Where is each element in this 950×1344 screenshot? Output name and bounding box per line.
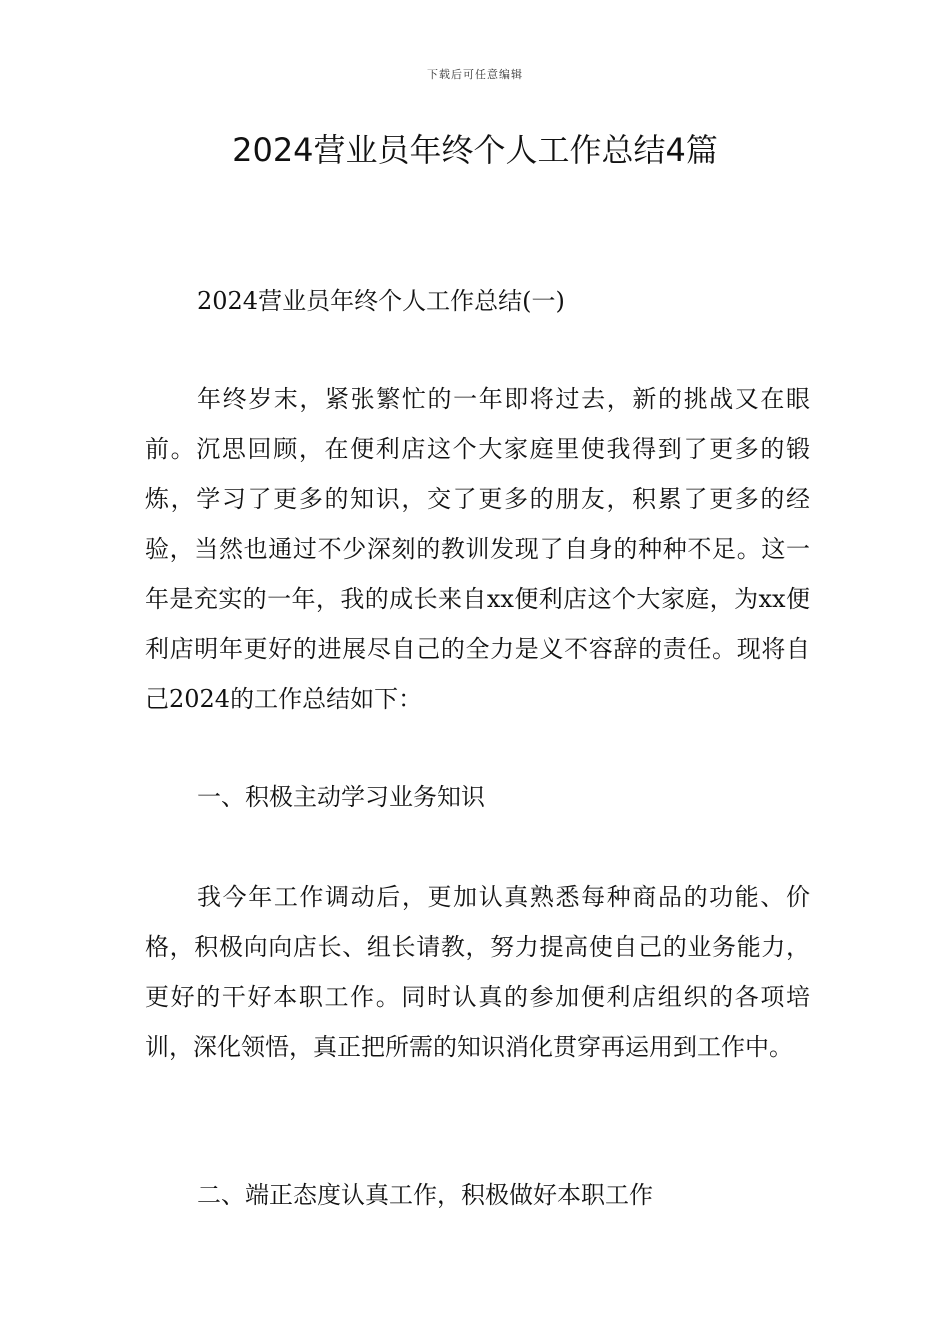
heading-attitude: 二、端正态度认真工作，积极做好本职工作	[197, 1181, 653, 1209]
header-note: 下载后可任意编辑	[427, 68, 523, 81]
paragraph-intro: 年终岁末，紧张繁忙的一年即将过去，新的挑战又在眼前。沉思回顾，在便利店这个大家庭里使我得到了更多的锻炼，学习了更多的知识，交了更多的朋友，积累了更多的经验，当然也通过不少深刻的教训发现了自身的种种不足。这一年是充实的一年，我的成长来自xx便利店这个大家庭，为xx便利店明年更好的进展尽自己的全力是义不容辞的责任。现将自己2024的工作总结如下：	[145, 385, 810, 713]
section-title: 2024营业员年终个人工作总结(一)	[197, 287, 565, 315]
document-title: 2024营业员年终个人工作总结4篇	[232, 131, 718, 169]
heading-learning: 一、积极主动学习业务知识	[197, 783, 485, 811]
paragraph-learning: 我今年工作调动后，更加认真熟悉每种商品的功能、价格，积极向向店长、组长请教，努力提高使自己的业务能力，更好的干好本职工作。同时认真的参加便利店组织的各项培训，深化领悟，真正把所需的知识消化贯穿再运用到工作中。	[145, 883, 810, 1061]
